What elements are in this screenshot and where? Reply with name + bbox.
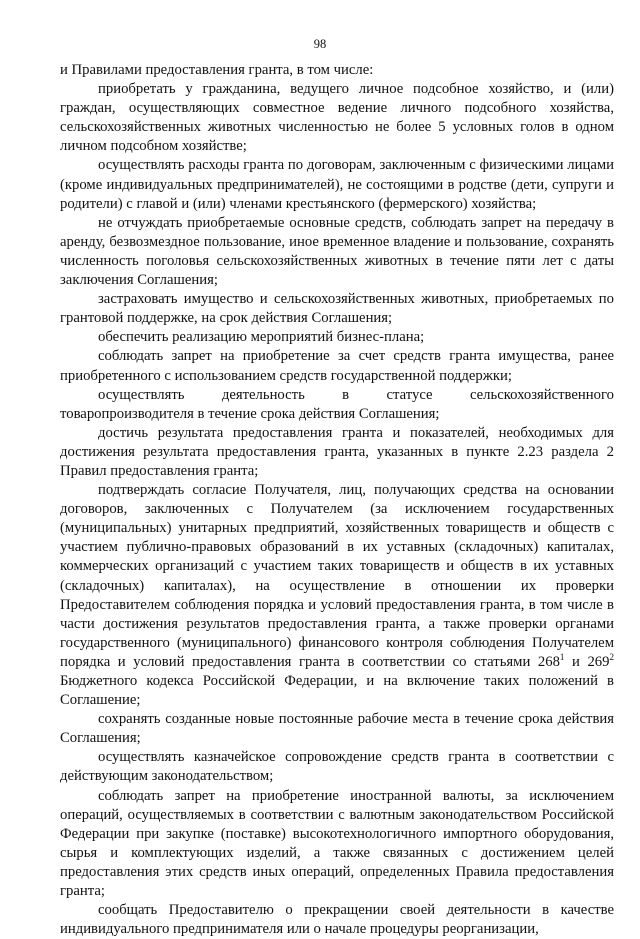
paragraph-obligation: соблюдать запрет на приобретение за счет средств гранта имущества, ранее приобретенного с использованием средств государственной поддержки;: [60, 348, 614, 384]
document-body: [60, 61, 614, 939]
paragraph-obligation: приобретать у гражданина, ведущего личное подсобное хозяйство, и (или) граждан, осуществляющих совместное ведение личного подсобного хозяйства, сельскохозяйственных животных численностью не более 5 условных голов в одном личном подсобном хозяйстве;: [60, 81, 614, 155]
paragraph-intro: и Правилами предоставления гранта, в том числе:: [60, 62, 374, 78]
paragraph-obligation: обеспечить реализацию мероприятий бизнес-плана;: [98, 329, 425, 346]
superscript-article-2: 2: [609, 651, 614, 662]
paragraph-obligation: не отчуждать приобретаемые основные средств, соблюдать запрет на передачу в аренду, безвозмездное пользование, иное временное владение и пользование, сохранять численность поголовья сельскохозяйственных животных в течение пяти лет с даты заключения Соглашения;: [60, 214, 614, 289]
paragraph-obligation: достичь результата предоставления гранта и показателей, необходимых для достижения результата предоставления гранта, указанных в пункте 2.23 раздела 2 Правил предоставления гранта;: [60, 424, 614, 479]
superscript-article-1: 1: [559, 651, 565, 662]
paragraph-obligation: осуществлять казначейское сопровождение средств гранта в соответствии с действующим законодательством;: [60, 749, 614, 785]
paragraph-obligation: сохранять созданные новые постоянные рабочие места в течение срока действия Соглашения;: [60, 711, 614, 747]
page-number: 98: [313, 37, 327, 51]
paragraph-audit-text: подтверждать согласие Получателя, лиц, получающих средства на основании договоров, заключенных с Получателем (за исключением государственных (муниципальных) унитарных предприятий, хозяйственных товариществ и обществ с участием публично-правовых образований в их уставных (складочных) капиталах, коммерческих организаций с участием таких товариществ и обществ в их уставных (складочных) капиталах), на осуществление в отношении их проверки Предоставителем соблюдения порядка и условий предоставления гранта, в том числе в части достижения результатов предоставления гранта, а также проверки органами государственного (муниципального) финансового контроля соблюдения Получателем порядка и условий предоставления гранта в соответствии со статьями 268: [60, 482, 614, 670]
paragraph-audit-mid: и 269: [564, 653, 610, 670]
paragraph-obligation: осуществлять расходы гранта по договорам, заключенным с физическими лицами (кроме индивидуальных предпринимателей), не состоящими в родстве (дети, супруги и родители) с главой и (или) членами крестьянского (фермерского) хозяйства;: [60, 157, 614, 212]
paragraph-obligation: сообщать Предоставителю о прекращении своей деятельности в качестве индивидуального предпринимателя или о начале процедуры реорганизации,: [60, 902, 614, 938]
paragraph-obligation: осуществлять деятельность в статусе сельскохозяйственного товаропроизводителя в течение срока действия Соглашения;: [60, 386, 614, 422]
paragraph-audit-tail: Бюджетного кодекса Российской Федерации, и на включение таких положений в Соглашение;: [60, 673, 614, 709]
paragraph-obligation-audit: [60, 481, 614, 710]
paragraph-obligation: застраховать имущество и сельскохозяйственных животных, приобретаемых по грантовой поддержке, на срок действия Соглашения;: [60, 291, 614, 327]
paragraph-obligation: соблюдать запрет на приобретение иностранной валюты, за исключением операций, осуществляемых в соответствии с валютным законодательством Российской Федерации при закупке (поставке) высокотехнологичного импортного оборудования, сырья и комплектующих изделий, а также связанных с достижением целей предоставления этих средств иных операций, определенных Правила предоставления гранта;: [60, 787, 614, 900]
